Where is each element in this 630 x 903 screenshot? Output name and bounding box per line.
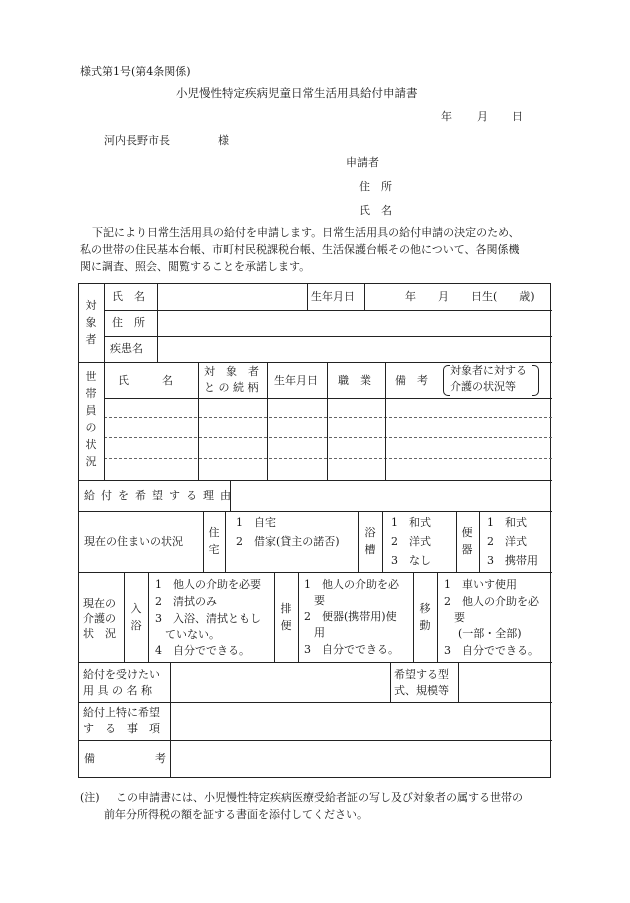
toilet-option-2: 2 洋式	[487, 535, 527, 548]
moving-option-2-cont: 要	[454, 611, 465, 624]
reason-label: 給付を希望する理由	[84, 489, 237, 502]
bath-option-3: 3 なし	[391, 554, 431, 567]
date-day: 日	[512, 110, 523, 123]
subject-disease-label: 疾患名	[110, 342, 143, 355]
application-table	[78, 283, 551, 778]
household-col-name: 氏 名	[118, 374, 173, 387]
housing-option-1: 1 自宅	[236, 516, 276, 529]
moving-option-3: 3 自分でできる。	[444, 644, 539, 657]
note-line-1: この申請書には、小児慢性特定疾病医療受給者証の写し及び対象者の属する世帯の	[116, 791, 523, 804]
item-label-1: 給付を受けたい	[83, 668, 160, 681]
household-col-job: 職 業	[338, 374, 371, 387]
moving-option-1: 1 車いす使用	[444, 578, 517, 591]
toilet-option-3: 3 携帯用	[487, 554, 538, 567]
excretion-option-2: 2 便器(携帯用)使	[304, 610, 397, 623]
housing-label: 住 宅	[208, 526, 220, 556]
household-col-note-sub-1: 対象者に対する	[450, 364, 527, 377]
household-label: 世 帯 員 の 状 況	[85, 370, 97, 468]
bathing-label: 入 浴	[130, 602, 142, 632]
moving-option-2: 2 他人の介助を必	[444, 595, 539, 608]
applicant-label: 申請者	[346, 156, 379, 169]
addressee-suffix: 様	[218, 134, 229, 147]
toilet-label: 便 器	[461, 526, 473, 556]
note-line-2: 前年分所得税の額を証する書面を添付してください。	[104, 808, 368, 821]
moving-option-2-scope: (一部・全部)	[458, 627, 522, 640]
household-col-relation-1: 対 象 者	[204, 365, 259, 378]
moving-label: 移 動	[419, 602, 431, 632]
household-col-relation-2: と の 続 柄	[204, 381, 259, 394]
subject-birth-label: 生年月日	[311, 290, 355, 303]
note-mark: (注)	[80, 791, 100, 804]
bath-option-1: 1 和式	[391, 516, 431, 529]
date-year: 年	[441, 110, 452, 123]
excretion-option-1: 1 他人の介助を必	[304, 578, 399, 591]
form-number: 様式第1号(第4条関係)	[80, 65, 191, 78]
bathing-option-2: 2 清拭のみ	[155, 595, 217, 608]
special-label-2: す る 事 項	[83, 722, 160, 735]
excretion-option-2-cont: 用	[314, 626, 325, 639]
subject-birth-value: 年 月 日生( 歳)	[405, 290, 535, 303]
bathing-option-1: 1 他人の介助を必要	[155, 578, 261, 591]
excretion-option-1-cont: 要	[314, 594, 325, 607]
special-label-1: 給付上特に希望	[83, 706, 160, 719]
bathing-option-3: 3 入浴、清拭ともし	[155, 612, 261, 625]
bath-label: 浴 槽	[364, 526, 376, 556]
item-label-2: 用 具 の 名 称	[83, 684, 152, 697]
bracket-right	[532, 365, 539, 396]
toilet-option-1: 1 和式	[487, 516, 527, 529]
bracket-left	[443, 365, 450, 396]
remarks-label-left: 備	[84, 752, 95, 765]
residence-label: 現在の住まいの状況	[84, 535, 183, 548]
subject-label: 対 象 者	[85, 299, 97, 346]
household-col-note-sub-2: 介護の状況等	[450, 380, 516, 393]
applicant-name-label: 氏 名	[359, 204, 392, 217]
excretion-label: 排 便	[280, 602, 292, 632]
item-model-label-1: 希望する型	[394, 668, 449, 681]
bathing-option-4: 4 自分でできる。	[155, 644, 250, 657]
subject-address-label: 住 所	[112, 316, 145, 329]
applicant-address-label: 住 所	[359, 180, 392, 193]
form-title: 小児慢性特定疾病児童日常生活用具給付申請書	[176, 86, 418, 100]
subject-name-label: 氏 名	[112, 290, 145, 303]
bathing-option-3-cont: ていない。	[165, 628, 220, 641]
item-model-label-2: 式、規模等	[394, 684, 449, 697]
household-col-note: 備 考	[395, 374, 428, 387]
addressee-name: 河内長野市長	[104, 134, 170, 147]
housing-option-2: 2 借家(貸主の諾否)	[236, 535, 340, 548]
remarks-label-right: 考	[155, 752, 166, 765]
excretion-option-3: 3 自分でできる。	[304, 643, 399, 656]
household-col-birth: 生年月日	[274, 374, 318, 387]
bath-option-2: 2 洋式	[391, 535, 431, 548]
date-month: 月	[477, 110, 488, 123]
